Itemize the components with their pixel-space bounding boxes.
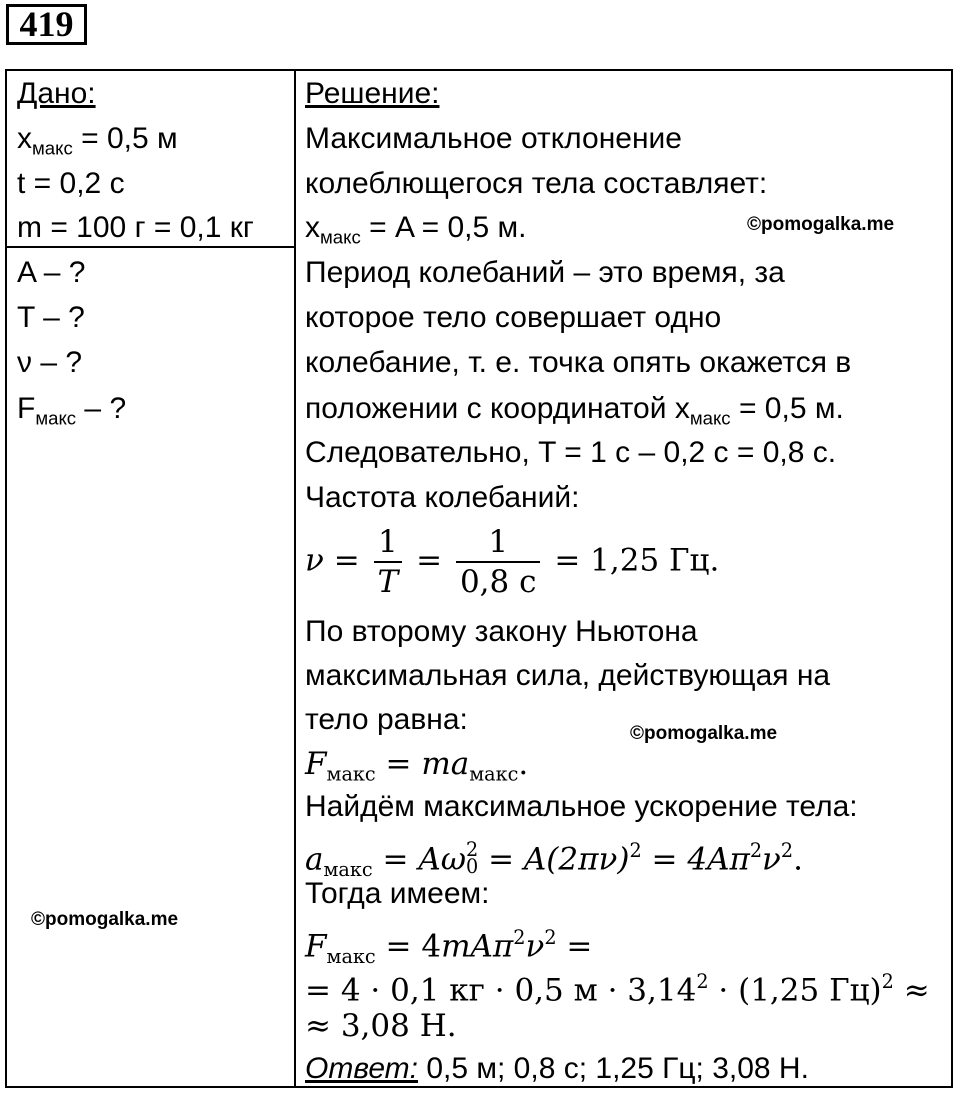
solution-line: Максимальное отклонение: [305, 122, 682, 155]
solution-line: тело равна:: [305, 703, 468, 736]
acceleration-formula: $a_{макс} = A\omega$ 2 0 = $A(2\pi\nu)^2 = 4A\pi^2\nu^2$.: [305, 838, 803, 882]
force-calc-line1: $F_{макс} = 4mA\pi^2\nu^2$ =: [305, 926, 593, 969]
watermark: ©pomogalka.me: [31, 909, 179, 930]
given-xmax: $x_{макс} = 0,5$ м: [17, 122, 178, 159]
solution-header: Решение:: [305, 77, 440, 110]
solution-line: По второму закону Ньютона: [305, 615, 698, 648]
fraction: $\frac{1}{T}$: [374, 523, 403, 601]
solution-table: [5, 69, 953, 1088]
solution-line: Период колебаний – это время, за: [305, 256, 785, 289]
given-divider: [7, 246, 294, 248]
solution-line: положении с координатой $x_{макс} = 0,5$ м.: [305, 392, 844, 429]
find-frequency: ν – ?: [17, 346, 83, 379]
given-time: t = 0,2 с: [17, 167, 125, 200]
watermark: ©pomogalka.me: [747, 214, 895, 235]
column-divider: [294, 71, 296, 1086]
solution-line: колеблющегося тела составляет:: [305, 167, 768, 200]
find-period: T – ?: [17, 301, 85, 334]
solution-line: $x_{макс} = A = 0,5$ м.: [305, 211, 527, 248]
solution-line: максимальная сила, действующая на: [305, 659, 831, 692]
solution-line: Найдём максимальное ускорение тела:: [305, 790, 858, 823]
watermark: ©pomogalka.me: [630, 723, 778, 744]
given-mass: m = 100 г = 0,1 кг: [17, 211, 254, 244]
solution-line: колебание, т. е. точка опять окажется в: [305, 346, 852, 379]
solution-line: Частота колебаний:: [305, 481, 580, 514]
given-header: Дано:: [17, 77, 96, 110]
solution-line: Следовательно, T = 1 с – 0,2 с = 0,8 с.: [305, 436, 837, 469]
force-formula: $F_{макс} = ma_{макс}$.: [305, 746, 529, 786]
solution-line: Тогда имеем:: [305, 877, 490, 910]
answer-line: Ответ: 0,5 м; 0,8 с; 1,25 Гц; 3,08 Н.: [305, 1052, 809, 1085]
find-amplitude: A – ?: [17, 256, 86, 289]
force-calc-line3: ≈ 3,08 Н.: [305, 1008, 457, 1044]
find-force: $F_{макс}$ – ?: [17, 392, 127, 429]
fraction: $\frac{1}{0,8 с}$: [456, 523, 541, 601]
force-calc-line2: = 4 · 0,1 кг · 0,5 $м \cdot 3,14^2 \cdot (1,25$ Гц)$^2$ ≈: [305, 970, 930, 1009]
problem-number: 419: [6, 4, 87, 45]
frequency-formula: ν = $\frac{1}{T}$ = $\frac{1}{0,8 с}$ = 1,25 Гц.: [305, 524, 720, 600]
solution-line: которое тело совершает одно: [305, 301, 722, 334]
